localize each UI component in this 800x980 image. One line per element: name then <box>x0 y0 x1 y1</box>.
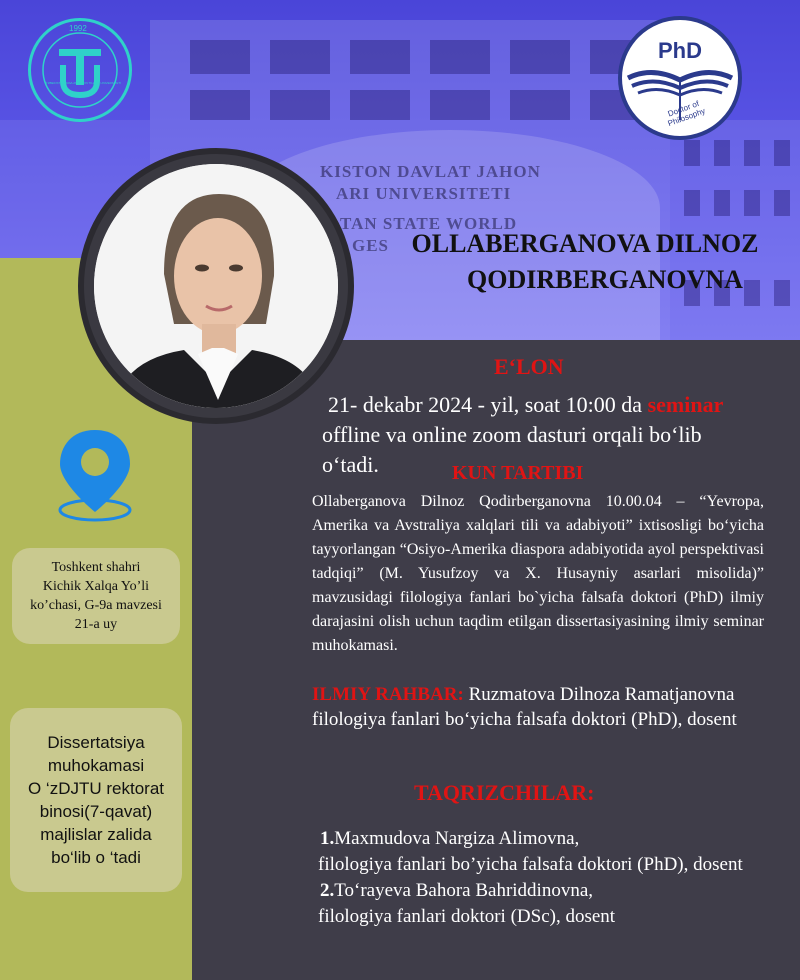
agenda-heading: KUN TARTIBI <box>452 462 584 484</box>
supervisor-label: ILMIY RAHBAR: <box>312 684 464 705</box>
person-photo-icon <box>94 164 338 408</box>
location-pin-icon <box>54 426 136 529</box>
seminar-highlight: seminar <box>647 392 724 417</box>
reviewer-number: 1. <box>320 828 335 849</box>
portrait-photo <box>94 164 338 408</box>
agenda-text: Ollaberganova Dilnoz Qodirberganovna 10.00.04 – “Yevropa, Amerika va Avstraliya xalqlari tili va adabiyoti” ixtisosligi bo‘yicha tayyorlangan “Osiyo-Amerika diaspora adabiyotida ayol perspektivasi tadqiqi” (M. Yusufzoy va X. Husayniy asarlari misolida)” mavzusidagi filologiya fanlari bo`yicha falsafa doktori (PhD) ilmiy darajasini olish uchun taqdim etilgan dissertasiyasining ilmiy seminar muhokamasi. <box>312 493 764 654</box>
reviewer-name: To‘rayeva Bahora Bahriddinovna, <box>334 880 594 901</box>
address-box <box>12 548 180 644</box>
candidate-portrait <box>78 148 354 424</box>
venue-line-5: majlislar zalida <box>40 825 152 844</box>
supervisor-name: Ruzmatova Dilnoza Ramatjanovna <box>463 684 735 705</box>
building-sign-line-1: KISTON DAVLAT JAHON <box>320 162 541 181</box>
reviewers-heading: TAQRIZCHILAR: <box>414 780 595 805</box>
reviewers-list <box>318 826 788 930</box>
venue-line-2: muhokamasi <box>47 756 145 775</box>
announcement-heading: E‘LON <box>494 354 564 379</box>
tj-logo-year: 1992 <box>69 24 87 33</box>
address-line-2: Kichik Xalqa Yo’li <box>42 579 150 594</box>
building-sign-line-4: GES <box>352 236 390 255</box>
address-line-1: Toshkent shahri <box>51 560 141 575</box>
phd-book-logo <box>618 16 742 140</box>
building-sign-line-3: TAN STATE WORLD <box>340 214 518 233</box>
tj-logo-icon <box>31 21 129 119</box>
venue-line-3: O ‘zDJTU rektorat <box>27 779 165 798</box>
supervisor-degree: filologiya fanlari bo‘yicha falsafa doktori (PhD), dosent <box>312 709 737 730</box>
reviewer-item <box>318 878 788 904</box>
address-line-3: ko’chasi, G-9a mavzesi <box>30 598 162 613</box>
address-line-4: 21-a uy <box>74 617 118 632</box>
building-sign-line-2: ARI UNIVERSITETI <box>336 184 512 203</box>
venue-line-1: Dissertatsiya <box>47 733 145 752</box>
supervisor-block <box>312 682 794 732</box>
reviewer-degree: filologiya fanlari doktori (DSc), dosent <box>318 906 616 927</box>
candidate-name-line-1: OLLABERGANOVA DILNOZ <box>411 229 759 258</box>
reviewer-degree: filologiya fanlari bo’yicha falsafa doktori (PhD), dosent <box>318 854 743 875</box>
announcement-format: offline va online zoom dasturi orqali bo‘lib o‘tadi. <box>322 422 702 477</box>
announcement-date: 21- dekabr 2024 - yil, soat 10:00 da <box>328 392 648 417</box>
reviewer-name: Maxmudova Nargiza Alimovna, <box>334 828 580 849</box>
phd-logo-title: PhD <box>658 38 702 63</box>
venue-line-4: binosi(7-qavat) <box>39 802 153 821</box>
venue-line-6: bo‘lib o ‘tadi <box>51 848 141 867</box>
tj-university-logo <box>28 18 132 122</box>
candidate-name-line-2: QODIRBERGANOVNA <box>467 265 743 294</box>
tj-logo-ring-text: O'ZBEKISTON DAVLAT JAHON TILLARI UNIVERSITETI <box>44 81 122 85</box>
phd-logo-subtitle: Doctor of Philosophy <box>666 98 707 129</box>
reviewer-item <box>318 826 788 852</box>
venue-box <box>10 708 182 892</box>
candidate-name <box>370 226 800 298</box>
reviewer-number: 2. <box>320 880 335 901</box>
